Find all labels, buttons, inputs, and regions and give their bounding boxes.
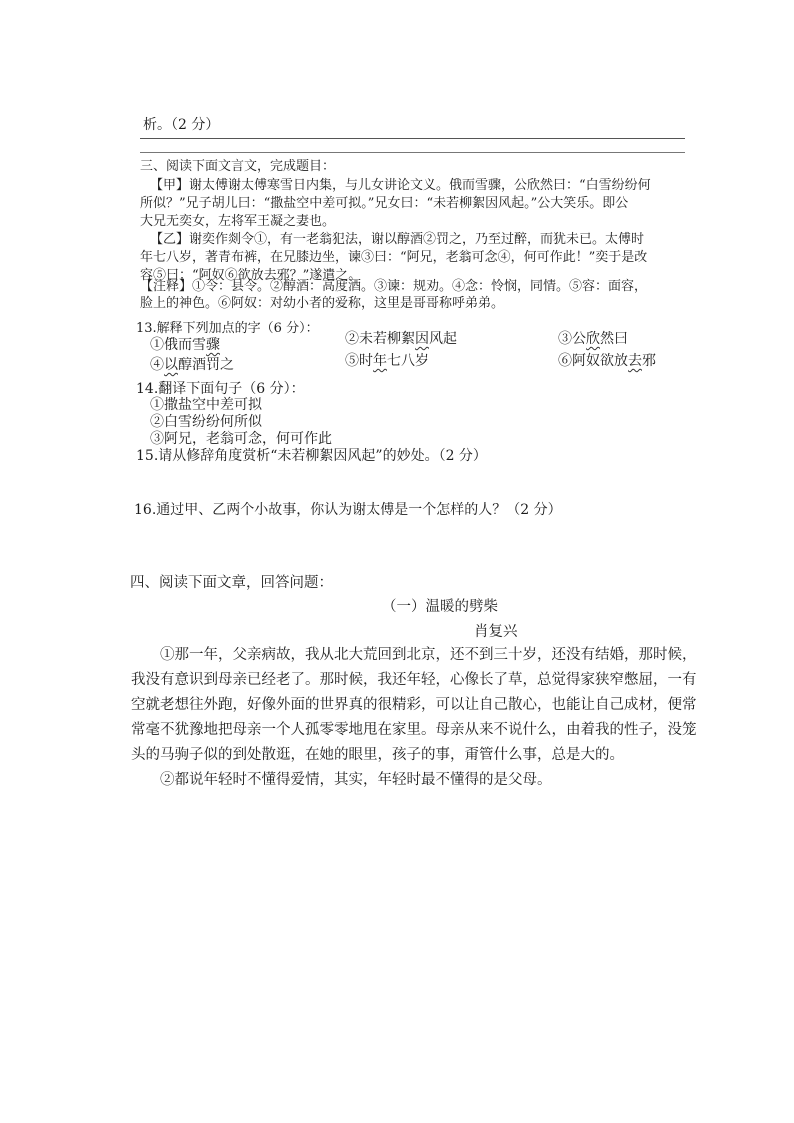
q13-item-text: ①俄而雪 (150, 337, 206, 353)
q13-marked-char: 骤 (206, 337, 220, 353)
q13-item-text: ④ (150, 357, 164, 373)
q13-item-text: ②未若柳絮 (345, 331, 415, 347)
note-line-2: 脸上的神色。⑥阿奴：对幼小者的爱称，这里是哥哥称呼弟弟。 (140, 296, 505, 311)
q13-item-text: 醇酒罚之 (178, 357, 234, 373)
q13-item-text: 风起 (429, 331, 457, 347)
top-fragment: 析。（2 分） (143, 117, 220, 133)
q16-prompt: 16.通过甲、乙两个小故事，你认为谢太傅是一个怎样的人？（2 分） (134, 502, 562, 518)
q13-marked-char: 年 (373, 353, 387, 369)
section3-heading: 三、阅读下面文言文，完成题目： (140, 159, 336, 174)
q13-item-1 (150, 336, 220, 354)
q13-item-text: ⑥阿奴欲放 (558, 353, 628, 369)
note-line-1: 【注释】①令：县令。②醇酒：高度酒。③谏：规劝。④念：怜悯，同情。⑤容：面容， (140, 279, 648, 294)
p1-line-5: 头的马驹子似的到处散逛，在她的眼里，孩子的事，甭管什么事，总是大的。 (131, 747, 624, 763)
q14-item-1: ①撒盐空中差可拟 (150, 397, 262, 413)
section4-heading: 四、阅读下面文章，回答问题： (130, 575, 333, 591)
yi-line-2: 年七八岁，著青布裤，在兄膝边坐，谏③曰：“阿兄，老翁可念④，何可作此！”奕于是改 (140, 250, 648, 265)
yi-line-3: 容⑤曰：“阿奴⑥欲放去邪？”遂遣之。 (140, 268, 362, 283)
p1-line-2: 我没有意识到母亲已经老了。那时候，我还年轻，心像长了草，总觉得家狭窄憋屈，一有 (131, 672, 697, 688)
divider-bottom (140, 152, 685, 153)
q13-marked-char: 去 (628, 353, 642, 369)
q14-prompt: 14.翻译下面句子（6 分）： (136, 381, 305, 397)
jia-line-3: 大兄无奕女，左将军王凝之妻也。 (140, 214, 336, 229)
q13-item-4 (150, 356, 234, 374)
jia-line-1: 【甲】谢太傅谢太傅寒雪日内集，与儿女讲论文义。俄而雪骤，公欣然曰：“白雪纷纷何 (150, 178, 651, 193)
p1-line-3: 空就老想往外跑，好像外面的世界真的很精彩，可以让自己散心，也能让自己成材，便常 (131, 697, 697, 713)
q13-marked-char: 以 (164, 357, 178, 373)
q13-item-3 (558, 330, 628, 348)
q14-item-3: ③阿兄，老翁可念，何可作此 (150, 431, 332, 447)
p2-line: ②都说年轻时不懂得爱情，其实，年轻时最不懂得的是父母。 (160, 772, 552, 788)
q13-prompt: 13.解释下列加点的字（6 分）： (136, 321, 319, 336)
q15-prompt: 15.请从修辞角度赏析“未若柳絮因风起”的妙处。（2 分） (136, 448, 487, 464)
q13-item-text: ⑤时 (345, 353, 373, 369)
q13-marked-char: 因 (415, 331, 429, 347)
q13-item-2 (345, 330, 457, 348)
q13-marked-char: 欣 (586, 331, 600, 347)
q13-item-5 (345, 352, 429, 370)
q13-item-text: 七八岁 (387, 353, 429, 369)
p1-line-1: ①那一年，父亲病故，我从北大荒回到北京，还不到三十岁，还没有结婚，那时候， (160, 647, 697, 663)
q13-item-6 (558, 352, 656, 370)
p1-line-4: 常毫不犹豫地把母亲一个人孤零零地甩在家里。母亲从来不说什么，由着我的性子，没笼 (131, 722, 697, 738)
jia-line-2: 所似？”兄子胡儿曰：“撒盐空中差可拟。”兄女曰：“未若柳絮因风起。”公大笑乐。即公 (140, 196, 629, 211)
article-title: （一）温暖的劈柴 (382, 599, 498, 615)
q13-item-text: 邪 (642, 353, 656, 369)
article-author: 肖复兴 (474, 624, 518, 640)
q14-item-2: ②白雪纷纷何所似 (150, 414, 262, 430)
q13-item-text: 然曰 (600, 331, 628, 347)
q13-item-text: ③公 (558, 331, 586, 347)
divider-top (140, 138, 685, 139)
yi-line-1: 【乙】谢奕作剡令①，有一老翁犯法，谢以醇酒②罚之，乃至过醉，而犹未已。太傅时 (150, 232, 645, 247)
